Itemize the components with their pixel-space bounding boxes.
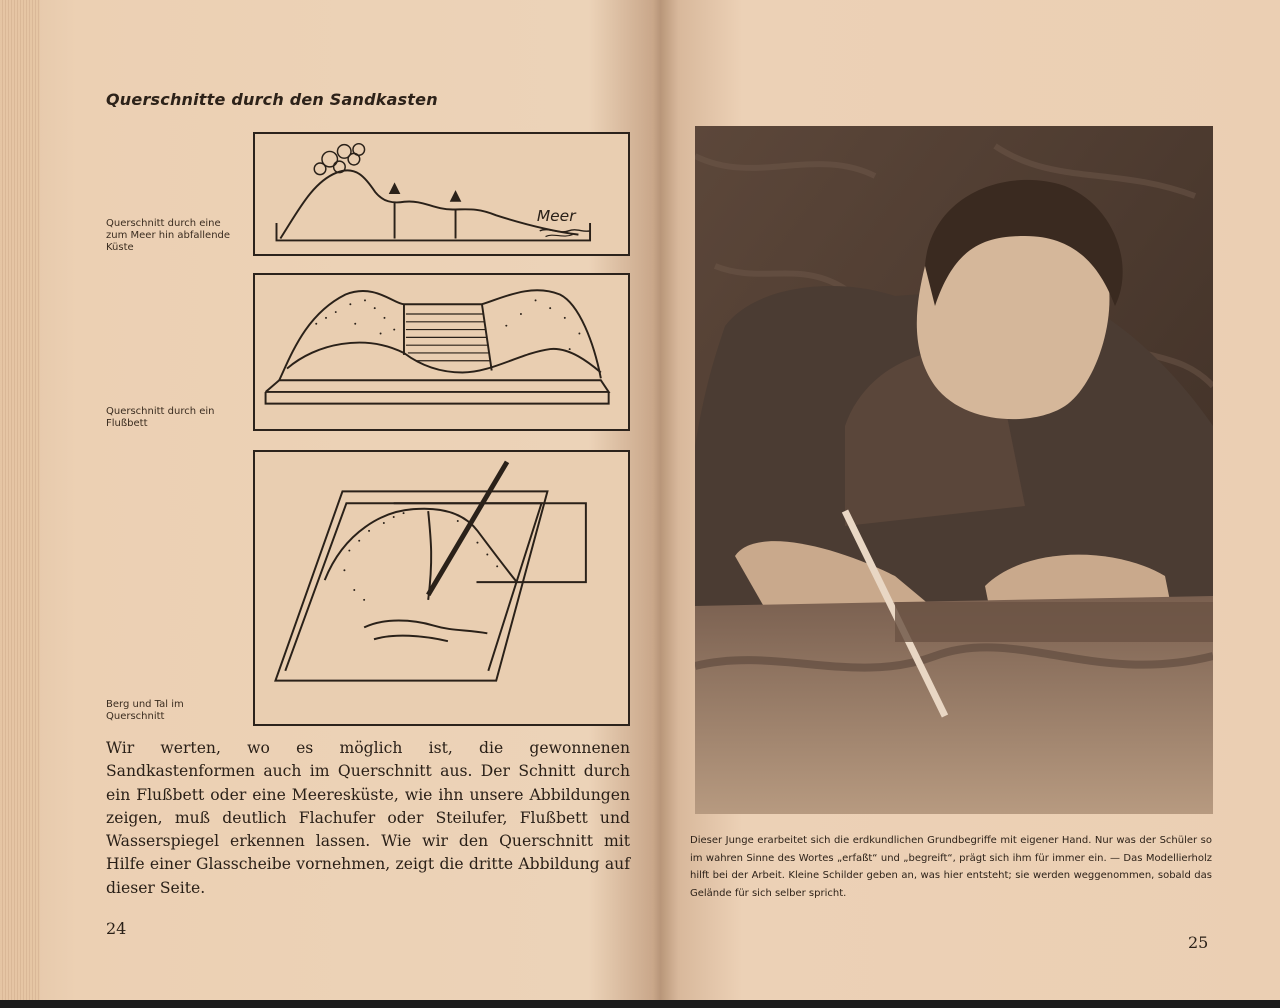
figure-caption-riverbed: Querschnitt durch ein Flußbett [106,406,215,429]
figure-caption-mountain-valley: Berg und Tal im Querschnitt [106,699,184,722]
page-heading: Querschnitte durch den Sandkasten [106,90,438,109]
photo-boy-modeling-sandbox [695,126,1213,814]
page-number-left: 24 [106,919,127,938]
page-number-right: 25 [1188,933,1209,952]
figure-riverbed-cross-section [253,273,630,431]
figure-mountain-valley-cross-section [253,450,630,726]
photo-caption: Dieser Junge erarbeitet sich die erdkundlichen Grundbegriffe mit eigener Hand. Nur was der Schüler so im wahren Sinne des Wortes „erfaßt“ und „begreift“, prägt sich ihm für immer ein. — Das Modellierholz hilft bei der Arbeit. Kleine Schilder geben an, was hier entsteht; sie werden weggenommen, sobald das Gelände für sich selber spricht. [690,835,1212,899]
figure-coast-cross-section [253,132,630,256]
sea-label: Meer [536,207,576,226]
page-edges [0,0,40,1000]
riverbed-drawing [255,275,628,429]
figure-caption-coast: Querschnitt durch eine zum Meer hin abfallende Küste [106,218,231,253]
coast-drawing [255,134,628,254]
body-paragraph: Wir werten, wo es möglich ist, die gewonnenen Sandkastenformen auch im Querschnitt aus. Der Schnitt durch ein Flußbett oder eine Meeresküste, wie ihn unsere Abbildungen zeigen, muß deutlich Flachufer oder Steilufer, Flußbett und Wasserspiegel erkennen lassen. Wie wir den Querschnitt mit Hilfe einer Glasscheibe vornehmen, zeigt die dritte Abbildung auf dieser Seite. [106,739,630,897]
photo-illustration [695,126,1213,814]
mountain-valley-drawing [255,452,628,724]
